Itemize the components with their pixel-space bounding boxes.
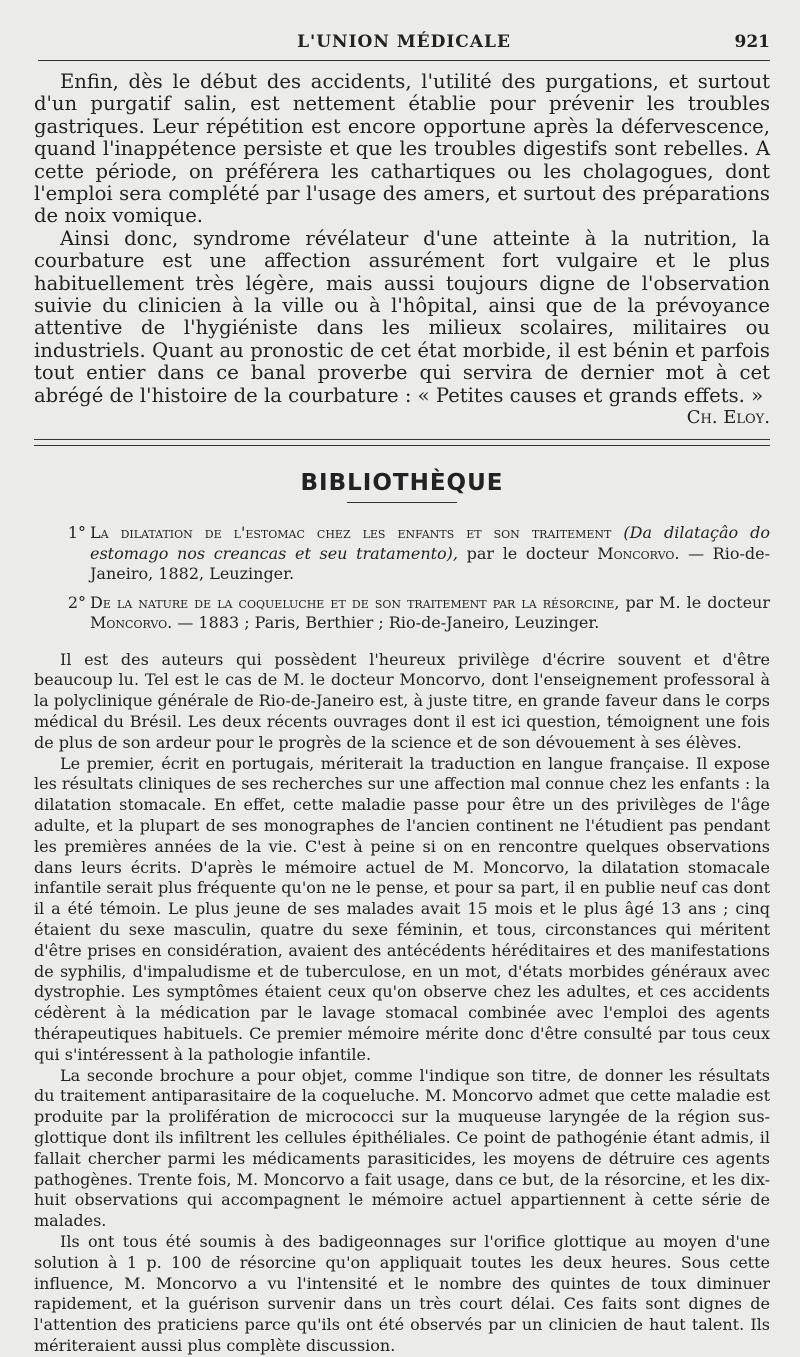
title-underline (347, 502, 457, 503)
reference-by: par le docteur (466, 543, 589, 563)
running-header (38, 22, 770, 61)
reference-entry (34, 523, 770, 585)
review-body (34, 650, 770, 1357)
reference-author: Moncorvo. (597, 543, 680, 563)
page-number: 921 (734, 32, 770, 52)
reference-by: par M. le docteur (625, 592, 770, 612)
paragraph: Il est des auteurs qui possèdent l'heureux privilège d'écrire souvent et d'être beaucoup lu. Tel est le cas de M. le docteur Moncorvo, dont l'enseignement professoral à la polyclinique générale de Rio-de-Janeiro est, à juste titre, en grande faveur dans le corps médical du Brésil. Les deux récents ouvrages dont il est ici question, témoignent une fois de plus de son ardeur pour le progrès de la science et de son dévouement à ses élèves. (34, 649, 770, 752)
section-divider (34, 439, 770, 446)
reference-publication: — 1883 ; Paris, Berthier ; Rio-de-Janeiro, Leuzinger. (177, 613, 600, 633)
paragraph: Ils ont tous été soumis à des badigeonnages sur l'orifice glottique au moyen d'une solution à 1 p. 100 de résorcine qu'on appliquait toutes les deux heures. Sous cette influence, M. Moncorvo a vu l'intensité et le nombre des quintes de toux diminuer rapidement, et la guérison survenir dans un très court délai. Ces faits sont dignes de l'attention des praticiens parce qu'ils ont été observés par un clinicien de haut talent. Ils mériteraient aussi plus complète discussion. (34, 1231, 770, 1355)
article-conclusion (34, 71, 770, 407)
reference-publication: — Rio-de-Janeiro, 1882, Leuzinger. (90, 543, 771, 584)
reference-author: Moncorvo. (90, 613, 173, 633)
section-title: BIBLIOTHÈQUE (300, 470, 504, 497)
reference-title: De la nature de la coqueluche et de son traitement par la résorcine, (90, 592, 620, 612)
reference-title: La dilatation de l'estomac chez les enfants et son traitement (90, 523, 612, 543)
paragraph: Le premier, écrit en portugais, mériterait la traduction en langue française. Il expose les résultats cliniques de ses recherches sur une affection mal connue chez les enfants : la dilatation stomacale. En effet, cette maladie passe pour être un des privilèges de l'âge adulte, et la plupart de ses monographes de l'ancien continent ne l'étudient pas pendant les premières années de la vie. C'est à peine si on en rencontre quelques observations dans leurs écrits. D'après le mémoire actuel de M. Moncorvo, la dilatation stomacale infantile serait plus fréquente qu'on ne le pense, et pour sa part, il en publie neuf cas dont il a été témoin. Le plus jeune de ses malades avait 15 mois et le plus âgé 13 ans ; cinq étaient du sexe masculin, quatre du sexe féminin, et tous, circonstances qui méritent d'être prises en considération, avaient des antécédents héréditaires et des manifestations de syphilis, d'impaludisme et de tuberculose, en un mot, d'états morbides généraux avec dystrophie. Les symptômes étaient ceux qu'on observe chez les adultes, et ces accidents cédèrent à la médication par le lavage stomacal combinée avec l'emploi des agents thérapeutiques habituels. Ce premier mémoire mérite donc d'être consulté par tous ceux qui s'intéressent à la pathologie infantile. (34, 753, 770, 1064)
reference-number: 1° (67, 523, 86, 543)
reference-number: 2° (67, 592, 86, 612)
reference-translation: (Da dilataçâo do estomago nos creancas et seu tratamento), (90, 523, 770, 563)
reference-entry (34, 593, 770, 634)
author-signature (34, 407, 770, 429)
paragraph: Enfin, dès le début des accidents, l'utilité des purgations, et surtout d'un purgatif salin, est nettement établie pour prévenir les troubles gastriques. Leur répétition est encore opportune après la défervescence, quand l'inappétence persiste et que les troubles digestifs sont rebelles. A cette période, on préférera les cathartiques ou les cholagogues, dont l'emploi sera complété par l'usage des amers, et surtout des préparations de noix vomique. (34, 70, 770, 228)
running-title: L'UNION MÉDICALE (297, 32, 511, 52)
signature-text: Ch. Eloy. (686, 407, 770, 429)
paragraph: La seconde brochure a pour objet, comme l'indique son titre, de donner les résultats du traitement antiparasitaire de la coqueluche. M. Moncorvo admet que cette maladie est produite par la prolifération de micrococci sur la muqueuse laryngée de la région sus-glottique dont ils infiltrent les cellules épithéliales. Ce point de pathogénie étant admis, il fallait chercher parmi les médicaments parasiticides, les moyens de détruire ces agents pathogènes. Trente fois, M. Moncorvo a fait usage, dans ce but, de la résorcine, et les dix-huit observations qui accompagnent le mémoire actuel appartiennent à cette série de malades. (34, 1065, 770, 1231)
paragraph: Ainsi donc, syndrome révélateur d'une atteinte à la nutrition, la courbature est une affection assurément fort vulgaire et le plus habituellement très légère, mais aussi toujours digne de l'observation suivie du clinicien à la ville ou à l'hôpital, ainsi que de la prévoyance attentive de l'hygiéniste dans les milieux scolaires, militaires ou industriels. Quant au pronostic de cet état morbide, il est bénin et parfois tout entier dans ce banal proverbe qui servira de dernier mot à cet abrégé de l'histoire de la courbature : « Petites causes et grands effets. » (34, 226, 770, 407)
